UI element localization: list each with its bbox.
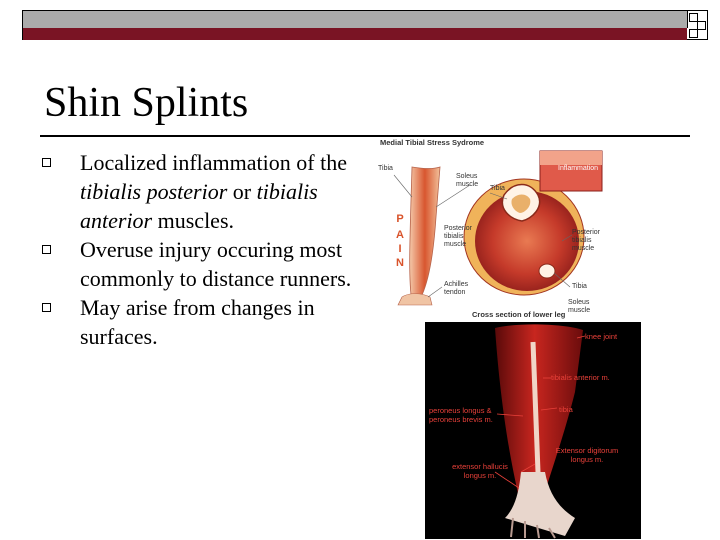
square-bullet-icon xyxy=(42,245,51,254)
label-extensor-hallucis: extensor hallucis longus m. xyxy=(452,462,508,480)
bullet-text: or xyxy=(227,179,257,204)
bullet-text-italic: tibialis anterior xyxy=(80,179,318,233)
label-extensor-digitorum: Extensor digitorum longus m. xyxy=(555,446,619,464)
label-posterior-tibialis: Posterior tibialis muscle xyxy=(444,225,473,248)
bullet-text: Overuse injury occuring most commonly to distance runners. xyxy=(80,237,352,291)
label-soleus: Soleus muscle xyxy=(456,173,479,188)
label-tibia-right: Tibia xyxy=(572,283,587,290)
pain-letter: A xyxy=(396,229,404,241)
label-inflammation: Inflammation xyxy=(558,165,599,172)
slide-title: Shin Splints xyxy=(44,80,249,126)
label-achilles: Achilles tendon xyxy=(444,281,469,296)
bullet-item xyxy=(38,293,358,351)
label-tibia: Tibia xyxy=(378,165,393,172)
header-band xyxy=(22,10,708,40)
bullet-text-italic: tibialis posterior xyxy=(80,179,228,204)
label-soleus-right: Soleus muscle xyxy=(568,299,591,314)
square-bullet-icon xyxy=(42,158,51,167)
shin-splints-diagram xyxy=(372,137,608,323)
bullet-text: muscles. xyxy=(152,208,235,233)
bullet-item xyxy=(38,235,358,293)
header-gray-strip xyxy=(23,11,688,28)
leg-muscles-illustration xyxy=(425,322,641,539)
bullet-text: May arise from changes in surfaces. xyxy=(80,295,315,349)
pain-letter: N xyxy=(396,257,404,269)
figure-title: Medial Tibial Stress Sydrome xyxy=(380,138,485,147)
label-peroneus: peroneus longus & peroneus brevis m. xyxy=(429,406,493,424)
bullet-text: Localized inflammation of the xyxy=(80,150,347,175)
label-tibia-center: Tibia xyxy=(490,185,505,192)
label-knee-joint: knee joint xyxy=(585,332,618,341)
bullet-item xyxy=(38,148,358,235)
square-bullet-icon xyxy=(42,303,51,312)
figure-caption: Cross section of lower leg xyxy=(472,310,566,319)
label-tibia: tibia xyxy=(559,405,573,414)
header-red-strip xyxy=(23,28,687,40)
corner-square-icon xyxy=(689,29,698,38)
corner-square-icon xyxy=(697,21,706,30)
pain-letter: P xyxy=(396,213,404,225)
bullet-list xyxy=(38,148,358,351)
label-tibialis-anterior: tibialis anterior m. xyxy=(551,373,610,382)
lower-leg-muscles-diagram xyxy=(425,322,641,539)
pain-letter: I xyxy=(398,243,402,255)
label-posterior-tibialis-right: Posterior tibialis muscle xyxy=(572,229,601,252)
